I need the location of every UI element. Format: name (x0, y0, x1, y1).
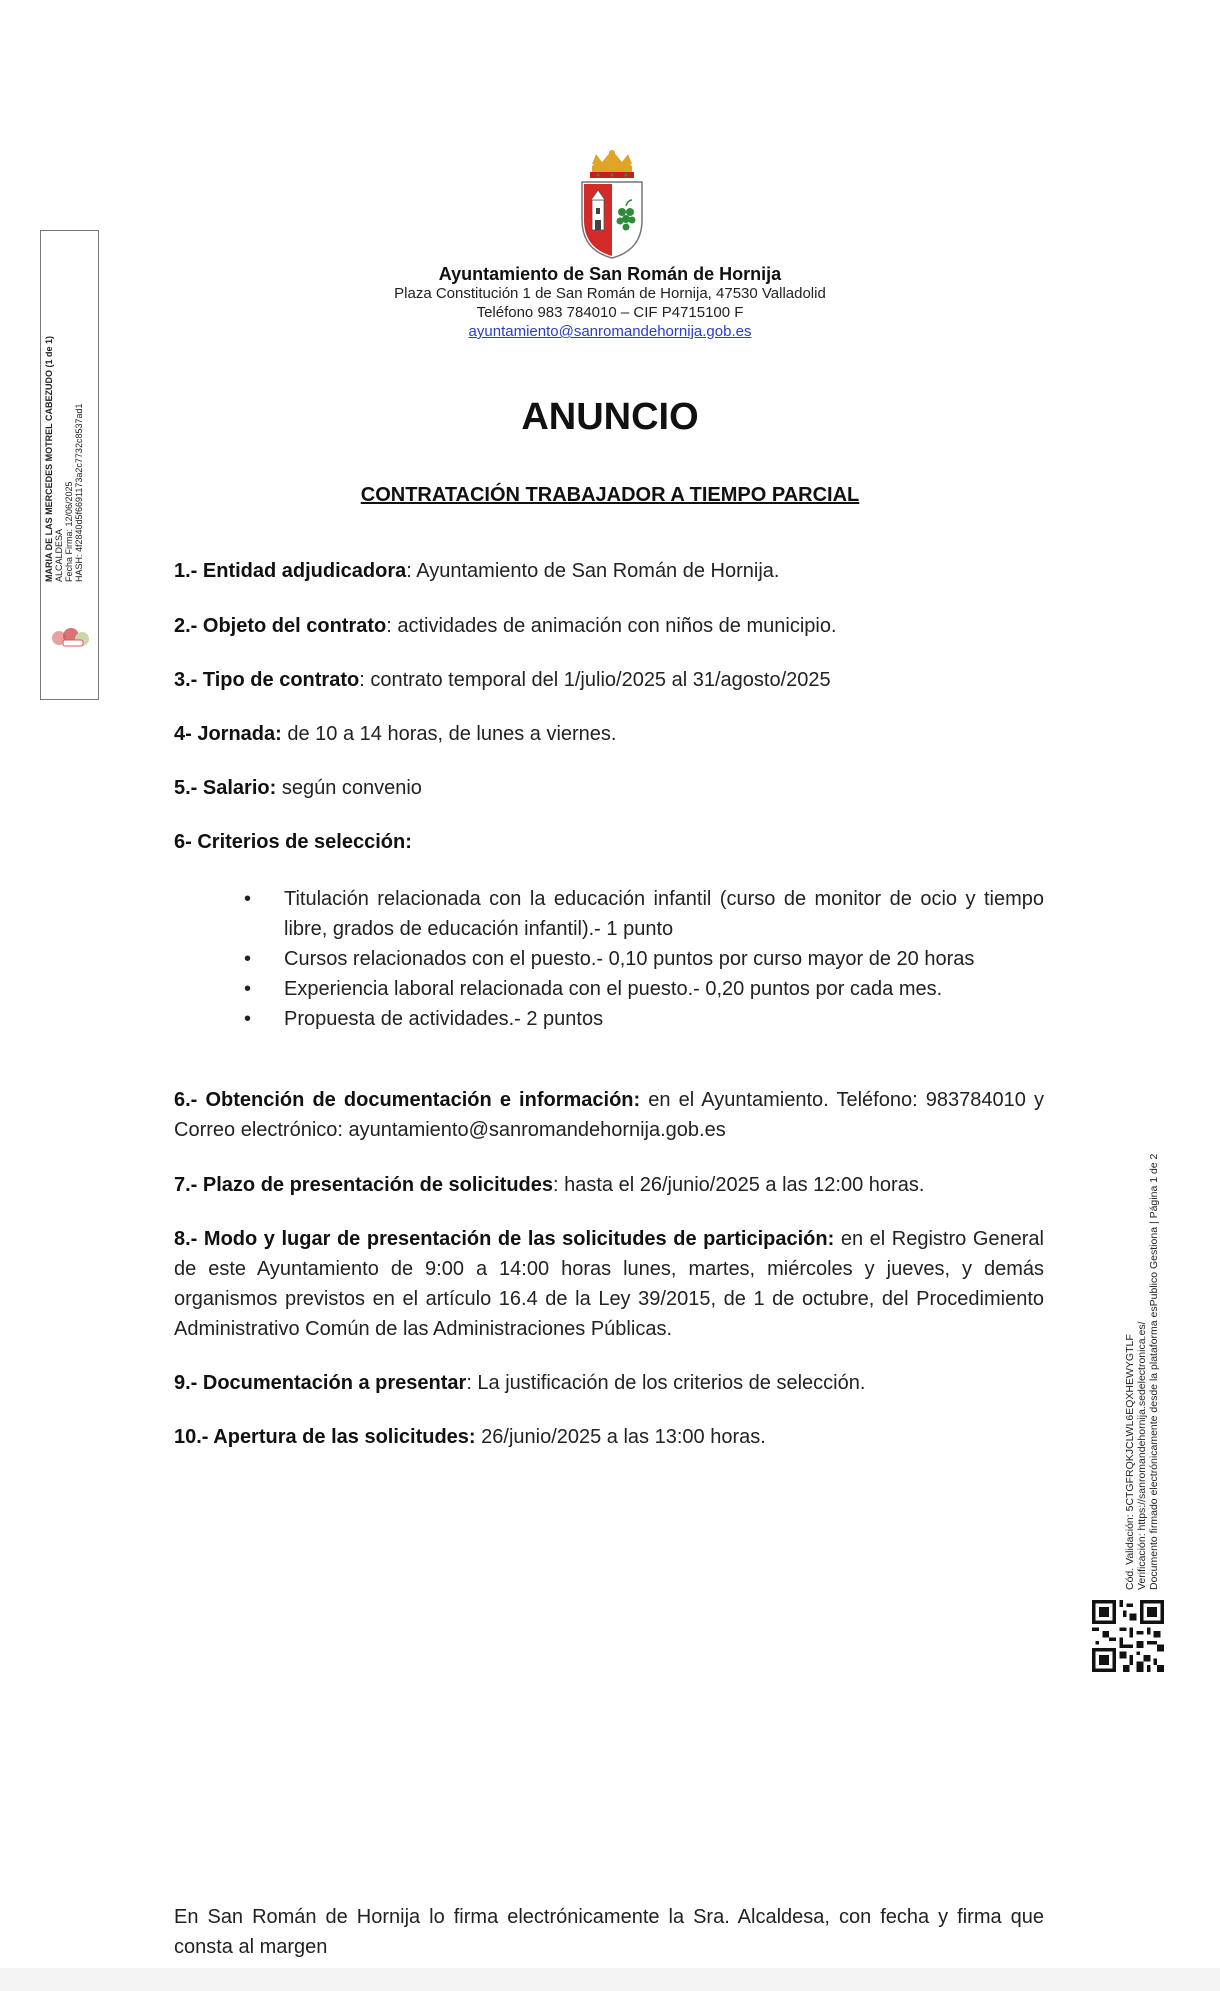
item-label: 8.- Modo y lugar de presentación de las solicitudes de participación: (174, 1228, 835, 1250)
qr-code-icon[interactable] (1092, 1600, 1164, 1672)
item-label: 7.- Plazo de presentación de solicitudes (174, 1174, 553, 1196)
item-text: de 10 a 14 horas, de lunes a viernes. (281, 723, 617, 745)
item-label: 3.- Tipo de contrato (174, 669, 360, 691)
item-criterios (174, 827, 1044, 857)
item-modo (174, 1224, 1044, 1344)
signature-stamp-icon (49, 624, 93, 652)
validation-code: Cód. Validación: 5CTGFRQKJCLWL6EQXHEWYGTLF (1124, 1334, 1136, 1590)
criteria-text: Titulación relacionada con la educación infantil (curso de monitor de ocio y tiempo libre, grados de educación infantil).- 1 punto (284, 888, 1044, 940)
item-plazo (174, 1170, 1044, 1200)
list-item (244, 974, 1044, 1004)
verification-url[interactable]: Verificación: https://sanromandehornija.sedelectronica.es/ (1136, 1321, 1148, 1590)
signer-role: ALCALDESA (54, 528, 64, 582)
letterhead (330, 264, 890, 341)
signature-hash: HASH: 4f2840d5f6691173a2c7732c8537ad1 (74, 403, 84, 582)
criteria-text: Propuesta de actividades.- 2 puntos (284, 1008, 604, 1030)
organization-email-link[interactable]: ayuntamiento@sanromandehornija.gob.es (468, 323, 752, 340)
item-text: en el Ayuntamiento. Teléfono: 983784010 y Correo electrónico: ayuntamiento@sanromandehornija.gob.es (174, 1089, 1044, 1141)
municipal-crest (578, 150, 646, 262)
item-label: 6.- Obtención de documentación e información: (174, 1089, 641, 1111)
item-jornada (174, 719, 1044, 749)
item-salario (174, 773, 1044, 803)
item-text: : hasta el 26/junio/2025 a las 12:00 horas. (553, 1174, 925, 1196)
item-label: 10.- Apertura de las solicitudes: (174, 1426, 476, 1448)
item-documentacion (174, 1368, 1044, 1398)
organization-phone: Teléfono 983 784010 – CIF P4715100 F (476, 304, 744, 321)
verification-details (1124, 1154, 1160, 1590)
item-apertura (174, 1422, 1044, 1452)
list-item (244, 944, 1044, 974)
bullet-icon: • (244, 888, 252, 910)
list-item (244, 884, 1044, 944)
item-text: : La justificación de los criterios de selección. (466, 1372, 866, 1394)
document-title: ANUNCIO (521, 396, 699, 438)
item-objeto (174, 611, 1044, 641)
platform-note: Documento firmado electrónicamente desde la plataforma esPublico Gestiona | Página 1 de 2 (1148, 1153, 1160, 1590)
item-text: 26/junio/2025 a las 13:00 horas. (475, 1426, 766, 1448)
criteria-list (244, 884, 1044, 1034)
signer-name: MARIA DE LAS MERCEDES MOTREL CABEZUDO (1 de 1) (44, 335, 54, 582)
item-text: en el Registro General de este Ayuntamiento de 9:00 a 14:00 horas lunes, martes, miércoles y jueves, y demás organismos previstos en el artículo 16.4 de la Ley 39/2015, de 1 de octubre, del Procedimiento Administrativo Común de las Administraciones Públicas. (174, 1228, 1044, 1340)
document-subtitle: CONTRATACIÓN TRABAJADOR A TIEMPO PARCIAL (360, 484, 860, 506)
signature-footer-text: En San Román de Hornija lo firma electrónicamente la Sra. Alcaldesa, con fecha y firma que consta al margen (174, 1906, 1044, 1958)
item-label: 6- Criterios de selección: (174, 831, 412, 853)
organization-name: Ayuntamiento de San Román de Hornija (438, 264, 782, 284)
bullet-icon: • (244, 1008, 252, 1030)
item-obtencion (174, 1085, 1044, 1145)
item-tipo (174, 665, 1044, 695)
organization-address: Plaza Constitución 1 de San Román de Hornija, 47530 Valladolid (394, 285, 826, 302)
item-text: : contrato temporal del 1/julio/2025 al 31/agosto/2025 (359, 669, 831, 691)
signature-details (44, 336, 84, 582)
item-label: 1.- Entidad adjudicadora (174, 560, 407, 582)
item-text: según convenio (276, 777, 422, 799)
item-label: 2.- Objeto del contrato (174, 615, 387, 637)
bullet-icon: • (244, 948, 252, 970)
bullet-icon: • (244, 978, 252, 1000)
item-text: : actividades de animación con niños de municipio. (386, 615, 837, 637)
criteria-text: Cursos relacionados con el puesto.- 0,10 puntos por curso mayor de 20 horas (284, 948, 975, 970)
list-item (244, 1004, 1044, 1034)
signature-date: Fecha Firma: 12/06/2025 (64, 481, 74, 582)
item-label: 9.- Documentación a presentar (174, 1372, 467, 1394)
criteria-text: Experiencia laboral relacionada con el puesto.- 0,20 puntos por cada mes. (284, 978, 943, 1000)
item-text: : Ayuntamiento de San Román de Hornija. (406, 560, 780, 582)
item-label: 5.- Salario: (174, 777, 277, 799)
item-label: 4- Jornada: (174, 723, 282, 745)
item-entidad (174, 556, 1044, 586)
